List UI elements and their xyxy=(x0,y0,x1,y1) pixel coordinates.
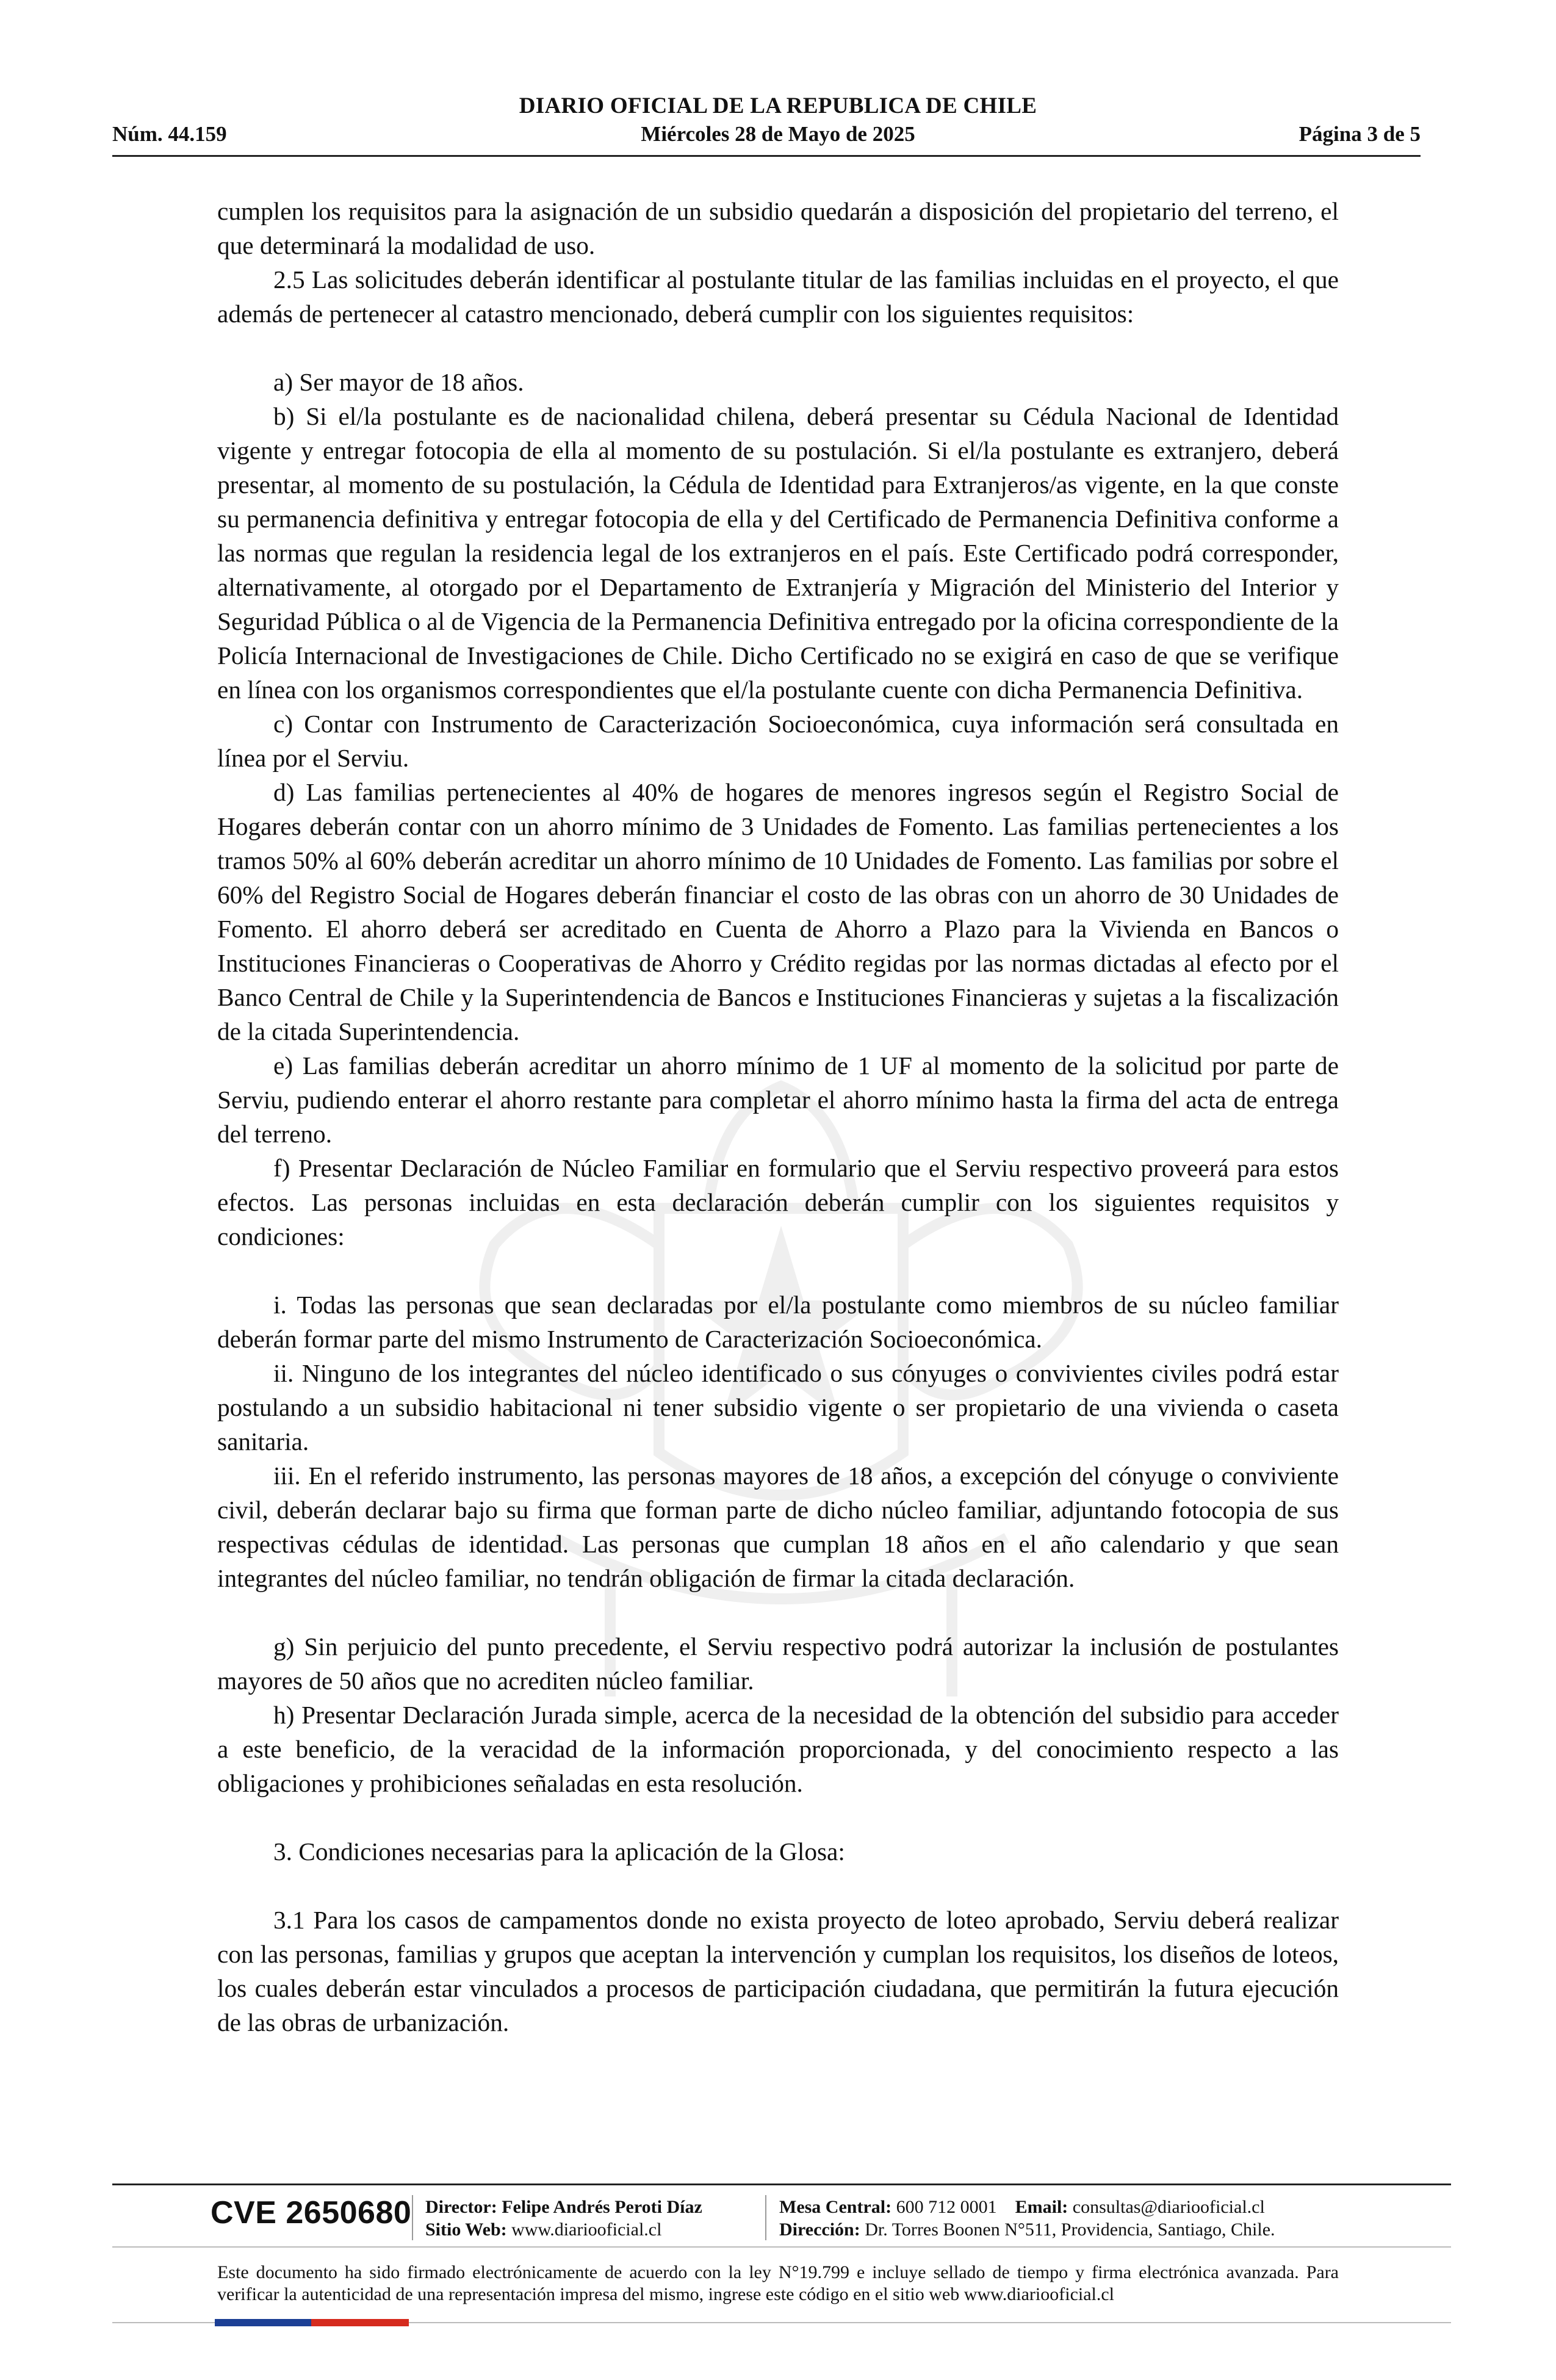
list-item: g) Sin perjuicio del punto precedente, el Serviu respectivo podrá autorizar la inclusión de postulantes mayores de 50 años que no acrediten núcleo familiar. xyxy=(217,1632,1339,1695)
director-name: Felipe Andrés Peroti Díaz xyxy=(502,2197,702,2217)
paragraph: cumplen los requisitos para la asignación de un subsidio quedarán a disposición del propietario del terreno, el que determinará la modalidad de uso. xyxy=(217,197,1339,259)
footer-divider xyxy=(112,2246,1451,2248)
phone-label: Mesa Central: xyxy=(779,2197,892,2217)
footer-contact-block xyxy=(779,2196,1275,2241)
list-item: d) Las familias pertenecientes al 40% de hogares de menores ingresos según el Registro Social de Hogares deberán contar con un ahorro mínimo de 3 Unidades de Fomento. Las familias pertenecientes a los tramos 50% al 60% deberán acreditar un ahorro mínimo de 10 Unidades de Fomento. Las familias por sobre el 60% del Registro Social de Hogares deberán financiar el costo de las obras con un ahorro de 30 Unidades de Fomento. El ahorro deberá ser acreditado en Cuenta de Ahorro a Plazo para la Vivienda en Bancos o Instituciones Financieras o Cooperativas de Ahorro y Crédito regidas por las normas dictadas al efecto por el Banco Central de Chile y la Superintendencia de Bancos e Instituciones Financieras y sujetas a la fiscalización de la citada Superintendencia. xyxy=(217,778,1339,1045)
issue-date: Miércoles 28 de Mayo de 2025 xyxy=(641,122,915,146)
paragraph: 3.1 Para los casos de campamentos donde no exista proyecto de loteo aprobado, Serviu deberá realizar con las personas, familias y grupos que aceptan la intervención y cumplan los requisitos, los diseños de loteos, los cuales deberán estar vinculados a procesos de participación ciudadana, que permitirán la futura ejecución de las obras de urbanización. xyxy=(217,1906,1339,2036)
flag-stripe xyxy=(215,2319,409,2326)
header-divider xyxy=(112,155,1421,157)
page-indicator: Página 3 de 5 xyxy=(1298,122,1421,146)
list-item: b) Si el/la postulante es de nacionalidad chilena, deberá presentar su Cédula Nacional de Identidad vigente y entregar fotocopia de ella al momento de su postulación. Si el/la postulante es extranjero, deberá presentar, al momento de su postulación, la Cédula de Identidad para Extranjeros/as vigente, en la que conste su permanencia definitiva y entregar fotocopia de ella y del Certificado de Permanencia Definitiva conforme a las normas que regulan la residencia legal de los extranjeros en el país. Este Certificado podrá corresponder, alternativamente, al otorgado por el Departamento de Extranjería y Migración del Ministerio del Interior y Seguridad Pública o al de Vigencia de la Permanencia Definitiva entregado por la oficina correspondiente de la Policía Internacional de Investigaciones de Chile. Dicho Certificado no se exigirá en caso de que se verifique en línea con los organismos correspondientes que el/la postulante cuente con dicha Permanencia Definitiva. xyxy=(217,402,1339,704)
list-item: a) Ser mayor de 18 años. xyxy=(273,368,524,396)
list-item: f) Presentar Declaración de Núcleo Familiar en formulario que el Serviu respectivo proveerá para estos efectos. Las personas incluidas en esta declaración deberán cumplir con los siguientes requisitos y condiciones: xyxy=(217,1154,1339,1250)
document-body xyxy=(217,194,1339,2039)
newspaper-title: DIARIO OFICIAL DE LA REPUBLICA DE CHILE xyxy=(519,93,1037,118)
sub-list-item: iii. En el referido instrumento, las personas mayores de 18 años, a excepción del cónyuge o conviviente civil, deberán declarar bajo su firma que forman parte de dicho núcleo familiar, adjuntando fotocopia de sus respectivas cédulas de identidad. Las personas que cumplan 18 años en el año calendario y que sean integrantes del núcleo familiar, no tendrán obligación de firmar la citada declaración. xyxy=(217,1462,1339,1592)
section-heading: 3. Condiciones necesarias para la aplicación de la Glosa: xyxy=(273,1837,845,1866)
footer-director-block xyxy=(425,2196,702,2241)
flag-blue-segment xyxy=(215,2319,311,2326)
cve-code: CVE 2650680 xyxy=(211,2195,412,2230)
paragraph: 2.5 Las solicitudes deberán identificar al postulante titular de las familias incluidas en el proyecto, el que además de pertenecer al catastro mencionado, deberá cumplir con los siguientes requisitos: xyxy=(217,265,1339,328)
director-label: Director: xyxy=(425,2197,497,2217)
website-link[interactable]: www.diariooficial.cl xyxy=(511,2220,662,2240)
email-label: Email: xyxy=(1015,2197,1068,2217)
phone-number: 600 712 0001 xyxy=(896,2197,997,2217)
footer-separator xyxy=(412,2195,413,2240)
footer-divider xyxy=(112,2183,1451,2185)
sub-list-item: i. Todas las personas que sean declaradas por el/la postulante como miembros de su núcleo familiar deberán formar parte del mismo Instrumento de Caracterización Socioeconómica. xyxy=(217,1291,1339,1353)
list-item: e) Las familias deberán acreditar un ahorro mínimo de 1 UF al momento de la solicitud por parte de Serviu, pudiendo enterar el ahorro restante para completar el ahorro mínimo hasta la firma del acta de entrega del terreno. xyxy=(217,1051,1339,1148)
list-item: c) Contar con Instrumento de Caracterización Socioeconómica, cuya información será consultada en línea por el Serviu. xyxy=(217,710,1339,772)
flag-red-segment xyxy=(311,2319,409,2326)
address-label: Dirección: xyxy=(779,2220,860,2240)
website-label: Sitio Web: xyxy=(425,2220,507,2240)
email-link[interactable]: consultas@diariooficial.cl xyxy=(1072,2197,1265,2217)
signature-notice: Este documento ha sido firmado electrónicamente de acuerdo con la ley N°19.799 e incluye sellado de tiempo y firma electrónica avanzada. Para verificar la autenticidad de una representación impresa del mismo, ingrese este código en el sitio web www.diariooficial.cl xyxy=(217,2262,1339,2304)
address-value: Dr. Torres Boonen N°511, Providencia, Santiago, Chile. xyxy=(865,2220,1275,2240)
sub-list-item: ii. Ninguno de los integrantes del núcleo identificado o sus cónyuges o convivientes civiles podrá estar postulando a un subsidio habitacional ni tener subsidio vigente o ser propietario de una vivienda o caseta sanitaria. xyxy=(217,1359,1339,1455)
list-item: h) Presentar Declaración Jurada simple, acerca de la necesidad de la obtención del subsidio para acceder a este beneficio, de la veracidad de la información proporcionada, y del conocimiento respecto a las obligaciones y prohibiciones señaladas en esta resolución. xyxy=(217,1701,1339,1797)
issue-number: Núm. 44.159 xyxy=(112,122,227,146)
footer-separator xyxy=(765,2195,766,2240)
